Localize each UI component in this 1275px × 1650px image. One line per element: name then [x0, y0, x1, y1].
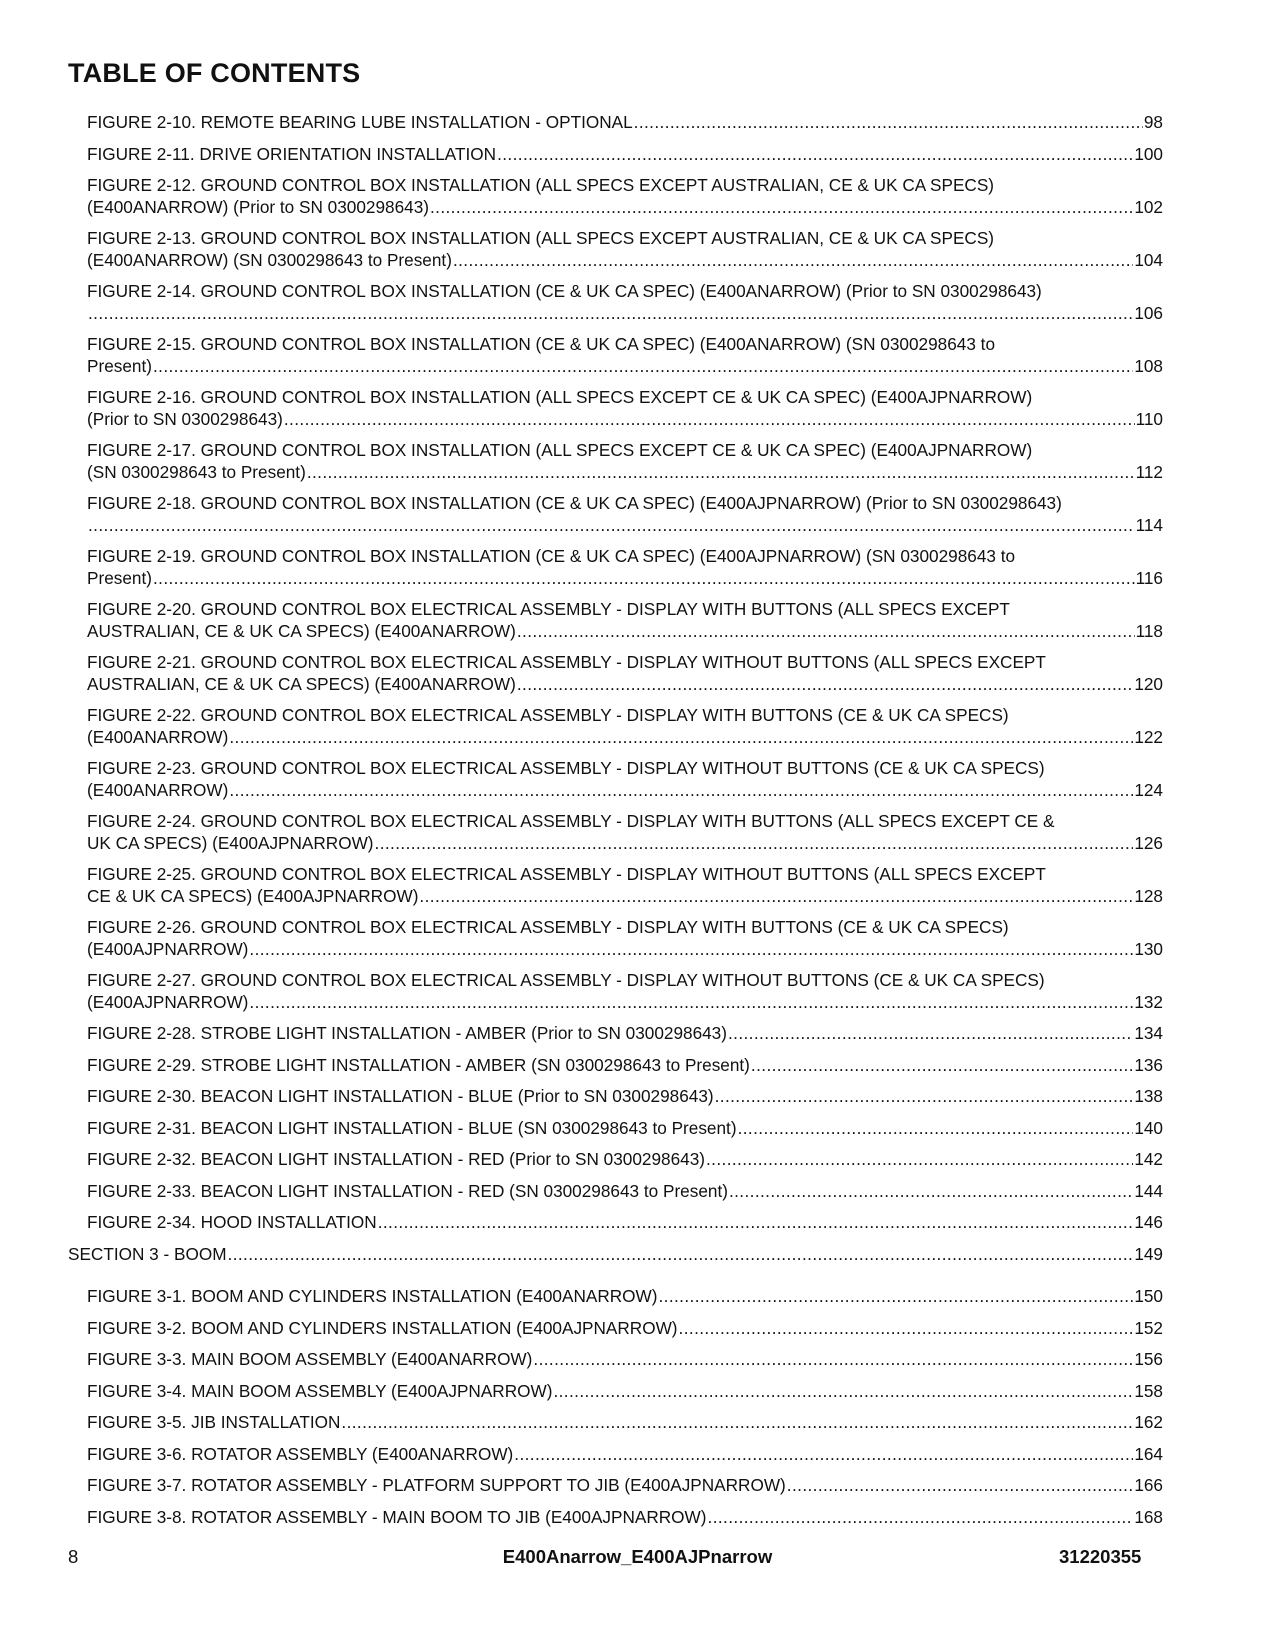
toc-page-number: 168 — [1134, 1506, 1163, 1527]
toc-entry-title-line: (E400ANARROW) (Prior to SN 0300298643) — [87, 196, 429, 217]
toc-page-number: 136 — [1134, 1054, 1163, 1075]
toc-figure-entry[interactable] — [87, 1149, 1163, 1171]
toc-entry-title-line: FIGURE 2-15. GROUND CONTROL BOX INSTALLATION (CE & UK CA SPEC) (E400ANARROW) (SN 0300298643 to — [87, 334, 995, 354]
toc-figure-entry[interactable] — [87, 1475, 1163, 1497]
dot-leader — [553, 1381, 1133, 1403]
toc-entry-leader-line — [87, 303, 1163, 325]
toc-entry-title-line: FIGURE 3-4. MAIN BOOM ASSEMBLY (E400AJPNARROW) — [87, 1380, 553, 1401]
toc-entry-title-line: FIGURE 2-29. STROBE LIGHT INSTALLATION - AMBER (SN 0300298643 to Present) — [87, 1054, 750, 1075]
toc-page-number: 104 — [1134, 249, 1163, 270]
dot-leader — [284, 409, 1135, 431]
toc-page-number: 126 — [1134, 832, 1163, 853]
toc-entry-leader-line — [87, 780, 1163, 802]
toc-entry-title-line: FIGURE 3-1. BOOM AND CYLINDERS INSTALLATION (E400ANARROW) — [87, 1286, 658, 1306]
toc-list — [0, 112, 1275, 1538]
toc-entry-leader-line — [87, 1023, 1163, 1045]
toc-entry-title-line: SECTION 3 - BOOM — [68, 1243, 227, 1264]
toc-entry-leader-line — [87, 833, 1163, 855]
toc-entry-title-line: FIGURE 3-5. JIB INSTALLATION — [87, 1412, 341, 1432]
dot-leader — [88, 303, 1133, 325]
dot-leader — [249, 992, 1133, 1014]
toc-page-number: 130 — [1134, 938, 1163, 959]
footer-model: E400Anarrow_E400AJPnarrow — [502, 1546, 773, 1567]
toc-figure-entry[interactable] — [87, 334, 1163, 377]
dot-leader — [419, 886, 1133, 908]
dot-leader — [728, 1023, 1133, 1045]
toc-entry-title-line: FIGURE 3-3. MAIN BOOM ASSEMBLY (E400ANARROW) — [87, 1349, 533, 1369]
toc-figure-entry[interactable] — [87, 1318, 1163, 1340]
toc-entry-leader-line — [87, 1381, 1163, 1403]
dot-leader — [88, 515, 1135, 537]
toc-figure-entry[interactable] — [87, 1212, 1163, 1234]
dot-leader — [153, 356, 1133, 378]
toc-entry-title-line: FIGURE 2-20. GROUND CONTROL BOX ELECTRICAL ASSEMBLY - DISPLAY WITH BUTTONS (ALL SPECS EXCEPT — [87, 599, 1010, 619]
toc-figure-entry[interactable] — [87, 1444, 1163, 1466]
toc-page-number: 110 — [1135, 408, 1163, 429]
toc-page-number: 164 — [1134, 1443, 1163, 1464]
dot-leader — [378, 1212, 1134, 1234]
toc-entry-title-line: FIGURE 2-33. BEACON LIGHT INSTALLATION - RED (SN 0300298643 to Present) — [87, 1180, 728, 1201]
dot-leader — [738, 1118, 1134, 1140]
toc-figure-entry[interactable] — [87, 175, 1163, 218]
toc-entry-leader-line — [87, 1055, 1163, 1077]
toc-page-number: 108 — [1134, 355, 1163, 376]
toc-page-number: 158 — [1134, 1380, 1163, 1401]
dot-leader — [229, 780, 1133, 802]
toc-page-number: 142 — [1134, 1149, 1163, 1169]
toc-entry-leader-line — [87, 112, 1163, 134]
dot-leader — [153, 568, 1135, 590]
toc-entry-title-line: FIGURE 2-11. DRIVE ORIENTATION INSTALLATION — [87, 143, 497, 164]
toc-page-number: 166 — [1134, 1475, 1163, 1495]
toc-figure-entry[interactable] — [87, 1181, 1163, 1203]
toc-figure-entry[interactable] — [87, 705, 1163, 748]
dot-leader — [706, 1149, 1133, 1171]
toc-entry-leader-line — [87, 727, 1163, 749]
toc-figure-entry[interactable] — [87, 1507, 1163, 1529]
dot-leader — [517, 674, 1133, 696]
toc-entry-title-line: (E400AJPNARROW) — [87, 938, 249, 959]
dot-leader — [249, 939, 1133, 961]
toc-entry-leader-line — [87, 462, 1163, 484]
toc-entry-title-line: FIGURE 2-27. GROUND CONTROL BOX ELECTRICAL ASSEMBLY - DISPLAY WITHOUT BUTTONS (CE & UK CA SPECS) — [87, 970, 1045, 990]
toc-entry-title-line: FIGURE 2-26. GROUND CONTROL BOX ELECTRICAL ASSEMBLY - DISPLAY WITH BUTTONS (CE & UK CA SPECS) — [87, 917, 1009, 937]
toc-page-number: 118 — [1135, 620, 1163, 641]
toc-figure-entry[interactable] — [87, 1412, 1163, 1434]
toc-entry-title-line: FIGURE 2-22. GROUND CONTROL BOX ELECTRICAL ASSEMBLY - DISPLAY WITH BUTTONS (CE & UK CA SPECS) — [87, 705, 1009, 725]
toc-entry-leader-line — [87, 1086, 1163, 1108]
toc-entry-leader-line — [87, 1349, 1163, 1371]
toc-page-number: 114 — [1135, 514, 1163, 535]
toc-entry-title-line: FIGURE 2-16. GROUND CONTROL BOX INSTALLATION (ALL SPECS EXCEPT CE & UK CA SPEC) (E400AJPNARROW) — [87, 387, 1033, 407]
toc-figure-entry[interactable] — [87, 970, 1163, 1013]
toc-figure-entry[interactable] — [87, 144, 1163, 166]
toc-entry-title-line: UK CA SPECS) (E400AJPNARROW) — [87, 832, 374, 853]
toc-figure-entry[interactable] — [87, 1349, 1163, 1371]
toc-page-number: 106 — [1134, 302, 1163, 323]
dot-leader — [679, 1318, 1134, 1340]
dot-leader — [729, 1181, 1133, 1203]
toc-entry-title-line: FIGURE 2-28. STROBE LIGHT INSTALLATION - AMBER (Prior to SN 0300298643) — [87, 1023, 727, 1043]
toc-figure-entry[interactable] — [87, 440, 1163, 483]
dot-leader — [658, 1286, 1133, 1308]
toc-figure-entry[interactable] — [87, 112, 1163, 134]
toc-page-number: 162 — [1134, 1412, 1163, 1432]
toc-figure-entry[interactable] — [87, 599, 1163, 642]
toc-entry-leader-line — [87, 250, 1163, 272]
toc-entry-title-line: FIGURE 2-23. GROUND CONTROL BOX ELECTRICAL ASSEMBLY - DISPLAY WITHOUT BUTTONS (CE & UK CA SPECS) — [87, 758, 1045, 778]
toc-page-number: 120 — [1134, 673, 1163, 694]
toc-page-number: 156 — [1134, 1349, 1163, 1369]
toc-entry-title-line: AUSTRALIAN, CE & UK CA SPECS) (E400ANARROW) — [87, 673, 516, 694]
toc-entry-leader-line — [87, 992, 1163, 1014]
dot-leader — [751, 1055, 1133, 1077]
toc-entry-title-line: (E400ANARROW) (SN 0300298643 to Present) — [87, 249, 452, 270]
toc-entry-leader-line — [87, 1149, 1163, 1171]
toc-entry-leader-line — [87, 674, 1163, 696]
toc-entry-leader-line — [87, 515, 1163, 537]
toc-entry-leader-line — [87, 409, 1163, 431]
dot-leader — [634, 112, 1143, 134]
toc-entry-title-line: (E400ANARROW) — [87, 726, 229, 747]
toc-page-number: 134 — [1134, 1023, 1163, 1043]
dot-leader — [514, 1444, 1133, 1466]
toc-figure-entry[interactable] — [87, 1381, 1163, 1403]
toc-entry-title-line: FIGURE 2-13. GROUND CONTROL BOX INSTALLATION (ALL SPECS EXCEPT AUSTRALIAN, CE & UK CA SPECS) — [87, 228, 995, 248]
toc-figure-entry[interactable] — [87, 228, 1163, 271]
toc-entry-title-line: FIGURE 2-25. GROUND CONTROL BOX ELECTRICAL ASSEMBLY - DISPLAY WITHOUT BUTTONS (ALL SPECS EXCEPT — [87, 864, 1046, 884]
toc-page-number: 98 — [1143, 112, 1163, 132]
toc-entry-title-line: FIGURE 2-30. BEACON LIGHT INSTALLATION - BLUE (Prior to SN 0300298643) — [87, 1086, 714, 1106]
toc-entry-title-line: FIGURE 3-2. BOOM AND CYLINDERS INSTALLATION (E400AJPNARROW) — [87, 1317, 678, 1338]
toc-entry-leader-line — [68, 1244, 1163, 1266]
toc-entry-title-line: FIGURE 2-17. GROUND CONTROL BOX INSTALLATION (ALL SPECS EXCEPT CE & UK CA SPEC) (E400AJPNARROW) — [87, 440, 1033, 460]
toc-entry-leader-line — [87, 1212, 1163, 1234]
toc-entry-title-line: (SN 0300298643 to Present) — [87, 461, 306, 482]
toc-entry-title-line: FIGURE 2-14. GROUND CONTROL BOX INSTALLATION (CE & UK CA SPEC) (E400ANARROW) (Prior to SN 0300298643) — [87, 281, 1042, 301]
toc-entry-leader-line — [87, 197, 1163, 219]
toc-figure-entry[interactable] — [87, 1118, 1163, 1140]
dot-leader — [430, 197, 1133, 219]
toc-figure-entry[interactable] — [87, 652, 1163, 695]
toc-figure-entry[interactable] — [87, 864, 1163, 907]
toc-entry-title-line: FIGURE 2-34. HOOD INSTALLATION — [87, 1212, 377, 1232]
toc-entry-title-line: FIGURE 2-12. GROUND CONTROL BOX INSTALLATION (ALL SPECS EXCEPT AUSTRALIAN, CE & UK CA SPECS) — [87, 175, 995, 195]
toc-entry-title-line: FIGURE 3-6. ROTATOR ASSEMBLY (E400ANARROW) — [87, 1443, 514, 1464]
toc-page-number: 132 — [1134, 991, 1163, 1012]
toc-page-number: 150 — [1134, 1286, 1163, 1306]
toc-entry-title-line: FIGURE 3-8. ROTATOR ASSEMBLY - MAIN BOOM TO JIB (E400AJPNARROW) — [87, 1506, 707, 1527]
toc-figure-entry[interactable] — [87, 1055, 1163, 1077]
toc-page-number: 100 — [1134, 143, 1163, 164]
dot-leader — [229, 727, 1133, 749]
toc-entry-title-line: FIGURE 2-10. REMOTE BEARING LUBE INSTALLATION - OPTIONAL — [87, 112, 633, 132]
dot-leader — [341, 1412, 1133, 1434]
toc-page-number: 146 — [1134, 1212, 1163, 1232]
dot-leader — [307, 462, 1135, 484]
toc-figure-entry[interactable] — [87, 1286, 1163, 1308]
toc-entry-title-line: (E400ANARROW) — [87, 779, 229, 800]
toc-entry-title-line: Present) — [87, 355, 152, 376]
toc-entry-leader-line — [87, 621, 1163, 643]
toc-figure-entry[interactable] — [87, 811, 1163, 854]
page-title: TABLE OF CONTENTS — [68, 58, 361, 88]
dot-leader — [517, 621, 1135, 643]
toc-entry-leader-line — [87, 886, 1163, 908]
dot-leader — [497, 144, 1133, 166]
toc-figure-entry[interactable] — [87, 281, 1163, 324]
toc-entry-leader-line — [87, 1412, 1163, 1434]
footer-doc-number: 31220355 — [1059, 1546, 1142, 1567]
dot-leader — [715, 1086, 1134, 1108]
footer-page-number: 8 — [68, 1546, 79, 1567]
toc-entry-title-line: (Prior to SN 0300298643) — [87, 408, 283, 429]
toc-page-number: 116 — [1135, 567, 1163, 588]
toc-entry-leader-line — [87, 144, 1163, 166]
toc-page-number: 149 — [1134, 1243, 1163, 1264]
toc-figure-entry[interactable] — [87, 387, 1163, 430]
dot-leader — [708, 1507, 1134, 1529]
toc-entry-title-line: FIGURE 2-31. BEACON LIGHT INSTALLATION - BLUE (SN 0300298643 to Present) — [87, 1117, 737, 1138]
toc-page-number: 144 — [1134, 1180, 1163, 1201]
toc-entry-title-line: Present) — [87, 567, 152, 588]
toc-figure-entry[interactable] — [87, 1086, 1163, 1108]
toc-entry-leader-line — [87, 568, 1163, 590]
toc-page-number: 124 — [1134, 779, 1163, 800]
dot-leader — [228, 1244, 1134, 1266]
toc-page-number: 122 — [1134, 726, 1163, 747]
toc-figure-entry[interactable] — [87, 546, 1163, 589]
toc-entry-title-line: FIGURE 2-21. GROUND CONTROL BOX ELECTRICAL ASSEMBLY - DISPLAY WITHOUT BUTTONS (ALL SPECS EXCEPT — [87, 652, 1046, 672]
toc-page-number: 140 — [1134, 1117, 1163, 1138]
toc-entry-title-line: FIGURE 2-19. GROUND CONTROL BOX INSTALLATION (CE & UK CA SPEC) (E400AJPNARROW) (SN 0300298643 to — [87, 546, 1016, 566]
toc-page-number: 138 — [1134, 1086, 1163, 1106]
toc-entry-title-line: FIGURE 2-18. GROUND CONTROL BOX INSTALLATION (CE & UK CA SPEC) (E400AJPNARROW) (Prior to SN 0300298643) — [87, 493, 1062, 513]
toc-page-number: 112 — [1135, 461, 1163, 482]
toc-figure-entry[interactable] — [87, 758, 1163, 801]
dot-leader — [787, 1475, 1134, 1497]
toc-entry-title-line: (E400AJPNARROW) — [87, 991, 249, 1012]
dot-leader — [453, 250, 1133, 272]
toc-figure-entry[interactable] — [87, 493, 1163, 536]
toc-figure-entry[interactable] — [87, 1023, 1163, 1045]
toc-entry-leader-line — [87, 1286, 1163, 1308]
toc-entry-leader-line — [87, 1444, 1163, 1466]
toc-entry-title-line: FIGURE 2-32. BEACON LIGHT INSTALLATION - RED (Prior to SN 0300298643) — [87, 1149, 705, 1169]
toc-entry-title-line: FIGURE 2-24. GROUND CONTROL BOX ELECTRICAL ASSEMBLY - DISPLAY WITH BUTTONS (ALL SPECS EXCEPT CE & — [87, 811, 1055, 831]
toc-entry-leader-line — [87, 356, 1163, 378]
toc-entry-title-line: AUSTRALIAN, CE & UK CA SPECS) (E400ANARROW) — [87, 620, 516, 641]
dot-leader — [375, 833, 1134, 855]
toc-entry-leader-line — [87, 1118, 1163, 1140]
toc-page-number: 102 — [1134, 196, 1163, 217]
toc-section-entry[interactable] — [68, 1244, 1163, 1266]
toc-page-number: 152 — [1134, 1317, 1163, 1338]
toc-entry-leader-line — [87, 939, 1163, 961]
toc-entry-title-line: FIGURE 3-7. ROTATOR ASSEMBLY - PLATFORM SUPPORT TO JIB (E400AJPNARROW) — [87, 1475, 786, 1495]
toc-entry-leader-line — [87, 1181, 1163, 1203]
toc-figure-entry[interactable] — [87, 917, 1163, 960]
dot-leader — [533, 1349, 1133, 1371]
toc-entry-title-line: CE & UK CA SPECS) (E400AJPNARROW) — [87, 885, 419, 906]
toc-entry-leader-line — [87, 1318, 1163, 1340]
toc-entry-leader-line — [87, 1507, 1163, 1529]
toc-page-number: 128 — [1134, 885, 1163, 906]
toc-entry-leader-line — [87, 1475, 1163, 1497]
